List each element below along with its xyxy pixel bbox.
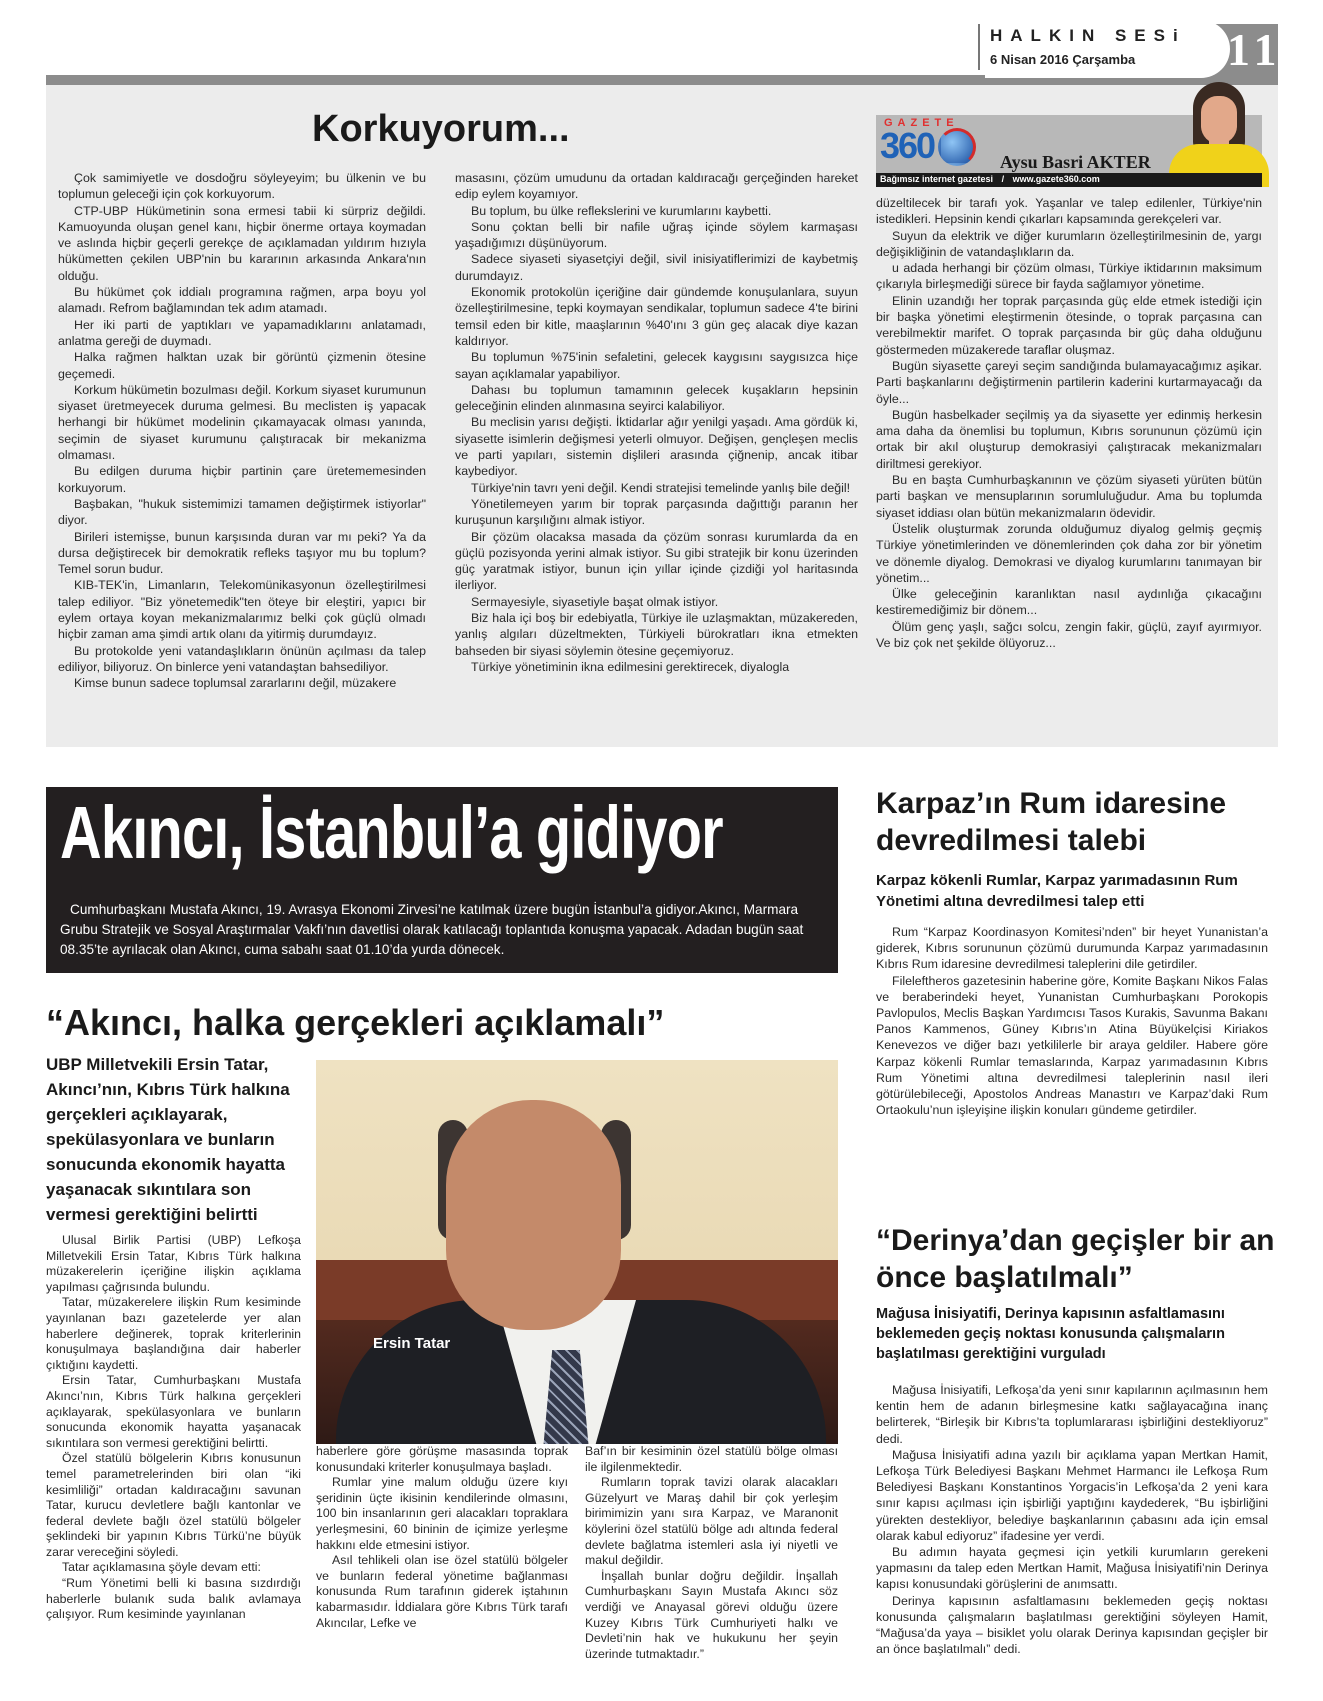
paragraph: Suyun da elektrik ve diğer kurumların özelleştirilmesinin de, yargı değişikliğinin de vatandaşlıkların da.	[876, 228, 1262, 259]
issue-date: 6 Nisan 2016 Çarşamba	[990, 52, 1136, 67]
paragraph: Çok samimiyetle ve dosdoğru söyleyeyim; bu ülkenin ve bu toplumun geleceği için çok korkuyorum.	[58, 171, 426, 202]
paragraph: Tatar, müzakerelere ilişkin Rum kesiminde yayınlanan bazı gazetelerde yer alan haberlere değinerek, toprak kriterlerinin konuşulmaya başlandığına dair haberler çıktığını kaydetti.	[46, 1295, 301, 1372]
paragraph: Bu adımın hayata geçmesi için yetkili kurumların gerekeni yapmasını da talep eden Mertkan Hamit, Mağusa İnisiyatifi’nin Derinya kapısı konusundaki görüşlerini de anımsattı.	[876, 1545, 1268, 1592]
paragraph: Ekonomik protokolün içeriğine dair gündemde konuşulanlara, suyun özelleştirilmesine, tepki koymayan sendikalar, toplumun sadece 4'te birini temsil eden bir kitle, maaşlarının %40'ını 3 gün geç alacak diye kazan kaldırıyor.	[455, 285, 858, 348]
akinci-text	[60, 900, 832, 960]
column-text-col2	[455, 170, 858, 675]
page-number: 11	[1227, 24, 1283, 75]
paragraph: Mağusa İnisiyatifi, Lefkoşa’da yeni sınır kapılarının açılmasının hem kentin hem de adanın birleşmesine katkı sağlayacağına inanç belirterek, “Birleşik bir Kıbrıs’ta toplumlararası işbirliğini destekliyoruz” dedi.	[876, 1383, 1268, 1446]
karpaz-headline: Karpaz’ın Rum idaresine devredilmesi talebi	[876, 787, 1227, 857]
paragraph: Bu toplumun %75'inin sefaletini, gelecek kaygısını saygısızca hiçe sayan açıklamalar yapabiliyor.	[455, 350, 858, 381]
paragraph: Tatar açıklamasına şöyle devam etti:	[62, 1560, 261, 1575]
tatar-text-col2	[316, 1444, 568, 1631]
paragraph: Asıl tehlikeli olan ise özel statülü bölgeler ve bunların federal yönetime bağlanması konusunda Rum tarafının giderek iştahının kabarmasıdır. İddialara göre Kıbrıs Türk tarafı Akıncılar, Lefke ve	[316, 1553, 568, 1630]
paragraph: Bugün siyasette çareyi seçim sandığında bulamayacağımız aşikar. Parti başkanlarını değiştirmenin partilerin kaderini kurtarmayacağı da öyle...	[876, 358, 1262, 406]
ersin-tatar-photo	[316, 1060, 838, 1444]
paragraph: Ersin Tatar, Cumhurbaşkanı Mustafa Akıncı’nın, Kıbrıs Türk halkına gerçekleri açıklayarak, spekülasyonlara ve bunların sonucunda ekonomik hayatta yaşanacak sıkıntılara son vermesi gerektiğini belirtti.	[46, 1373, 301, 1450]
paragraph: Türkiye'nin tavrı yeni değil. Kendi stratejisi temelinde yanlış bile değil!	[471, 480, 851, 495]
paragraph: Bu meclisin yarısı değişti. İktidarlar ağır yenilgi yaşadı. Ama gördük ki, siyasette isimlerin değişmesi yeterli olmuyor. Değişen, gençleşen meclis ve parti yapıları, sistemin dişlileri arasında çiğnenip, ancak itibar kaybediyor.	[455, 415, 858, 479]
paragraph: u adada herhangi bir çözüm olması, Türkiye iktidarının maksimum çıkarıyla birleşmediği sürece bir fayda sağlamıyor yönetime.	[876, 261, 1262, 292]
banner-tagline: Bağımsız internet gazetesi / www.gazete360.com	[880, 174, 1100, 184]
paragraph: Kimse bunun sadece toplumsal zararlarını değil, müzakere	[74, 676, 397, 691]
karpaz-subheadline: Karpaz kökenli Rumlar, Karpaz yarımadasının Rum Yönetimi altına devredilmesi talep etti	[876, 872, 1238, 910]
paragraph: Bu en başta Cumhurbaşkanının ve çözüm siyaseti yürüten bütün parti başkan ve mensuplarının sorumluluğudur. Ama bu toplumda siyaset iddiası olan bütün mekanizmaların ödevidir.	[876, 473, 1262, 520]
masthead-divider	[978, 24, 980, 70]
paragraph: Sadece siyaseti siyasetçiyi değil, sivil inisiyatiflerimizi de kaybetmiş durumdayız.	[455, 252, 858, 283]
paragraph: Baf’ın bir kesiminin özel statülü bölge olması ile ilgilenmektedir.	[585, 1444, 838, 1474]
paragraph: “Rum Yönetimi belli ki basına sızdırdığı haberlerle bulanık suda balık avlamaya çalışıyor. Rum kesiminde yayınlanan	[46, 1576, 301, 1622]
paragraph: Elinin uzandığı her toprak parçasında güç elde etmek istediği için bir başka yönetimi eleştirmenin ötesinde, o toprak parçasına can verebilmektir marifet. O toprak parçasında bir güç daha olduğunu göstermeden müzakerede taraflar oluşmaz.	[876, 293, 1262, 357]
paragraph: Rumların toprak tavizi olarak alacakları Güzelyurt ve Maraş dahil bir çok yerleşim birimimizin yanı sıra Karpaz, ve Maranonit köylerini özel statülü bölge adı altında federal devlete bağlatma istemleri asla iyi niyetli ve makul değildir.	[585, 1475, 838, 1568]
paragraph: Yönetilemeyen yarım bir toprak parçasında dağıttığı paranın her kuruşunun karşılığını almak istiyor.	[455, 496, 858, 528]
paragraph: Bugün hasbelkader seçilmiş ya da siyasette yer edinmiş herkesin ama daha da önemlisi bu toplumun, Kıbrıs sorununun çözümü için ortak bir akıl oluşturup demokrasiyi çalıştıracak mekanizmaları diriltmesi gerekiyor.	[876, 407, 1262, 471]
paragraph: Sonu çoktan belli bir nafile uğraş içinde söylem karmaşası yaşadığımızı düşünüyorum.	[455, 219, 858, 251]
paragraph: Derinya kapısının asfaltlamasını beklemeden geçiş noktası konusunda çalışmaların başlatılması gerektiğini söyleyen Hamit, “Mağusa’da yaya – bisiklet yolu olarak Derinya kapısından geçişler bir an önce başlatılmalı” dedi.	[876, 1593, 1268, 1657]
paragraph: Bir çözüm olacaksa masada da çözüm sonrası kurumlarda da en güçlü pozisyonda yerini almak istiyor. Su gibi stratejik bir konu üzerinden güç yaratmak istiyor, bunun için yıllar içinde çizdiği yol haritasında ilerliyor.	[455, 529, 858, 593]
logo-360-text: 360	[880, 125, 935, 166]
paragraph: Fileleftheros gazetesinin haberine göre, Komite Başkanı Nikos Falas ve beraberindeki heyet, Yunanistan Cumhurbaşkanı Porokopis Pavlopulos, Meclis Başkan Yardımcısı Tasos Kurakis, Savunma Bakanı Panos Kammenos, Güney Kıbrıs’ın Atina Büyükelçisi Kiriakos Kenevezos ve diğer bazı yetkililerle bir araya geldiler. Habere göre Karpaz kökenli Rumlar temaslarında, Karpaz yarımadasının Kıbrıs Rum Yönetimi altına devredilmesi taleplerinin nasıl ileri götürülebileceği, Apostolos Andreas Manastırı ve Karpaz’daki Rum Ortaokulu’nun işleyişine ilişkin konuları gündeme getirdiler.	[876, 973, 1268, 1118]
logo-gazete-text: GAZETE	[884, 117, 959, 129]
paragraph: Üstelik oluşturmak zorunda olduğumuz diyalog gelmiş geçmiş Türkiye yönetimlerinden ve dönemlerinden çok daha zor bir yönetim ve dönemle diyalog. Demokrasi ve diyalog kurumlarını tanımayan bir yönetim...	[876, 521, 1262, 585]
photo-caption: Ersin Tatar	[373, 1335, 451, 1352]
tatar-text-col3	[585, 1444, 838, 1662]
column-text-col1	[58, 170, 426, 692]
paragraph: Sermayesiyle, siyasetiyle başat olmak istiyor.	[471, 594, 719, 609]
akinci-headline: Akıncı, İstanbul’a gidiyor	[60, 791, 723, 874]
paragraph: Dahası bu toplumun tamamının gelecek kuşakların hepsinin geleceğinin elinden alınmasına seyirci kalabiliyor.	[455, 382, 858, 414]
paragraph: CTP-UBP Hükümetinin sona ermesi tabii ki sürpriz değildi. Kamuoyunda oluşan genel kanı, hiçbir önerme ortaya koymadan ve aslında hiçbir geçerli gerekçe de açıklamadan yıldırım hızıyla hükümetten çekilen UBP'nin bu kararının arkasında Ankara'nın olduğu.	[58, 203, 426, 283]
paragraph: Halka rağmen halktan uzak bir görüntü çizmenin ötesine geçemedi.	[58, 350, 426, 381]
derinya-subheadline: Mağusa İnisiyatifi, Derinya kapısının asfaltlamasını beklemeden geçiş noktası konusunda çalışmaların başlatılması gerektiğini vurguladı	[876, 1306, 1225, 1362]
paragraph: Özel statülü bölgelerin Kıbrıs konusunun temel parametrelerinden biri olan “iki kesimliliği” ortadan kaldıracağını savunan Tatar, kurucu devletlere bağlı kantonlar ve federal devlete bağlı özel statülü bölgeler şeklindeki bir yapının Kıbrıs Türkü’ne büyük zarar vereceğini söyledi.	[46, 1451, 301, 1559]
paragraph: Ulusal Birlik Partisi (UBP) Lefkoşa Milletvekili Ersin Tatar, Kıbrıs Türk halkına müzakerelerin içeriğine ilişkin açıklama yapılması çağrısında bulundu.	[46, 1233, 301, 1294]
paragraph: Ülke geleceğinin karanlıktan nasıl aydınlığa çıkacağını kestiremediğimiz bir dönem...	[876, 587, 1262, 618]
author-name: Aysu Basri AKTER	[1000, 152, 1151, 172]
paragraph: masasını, çözüm umudunu da ortadan kaldıracağı gerçeğinden hareket edip eylem koyamıyor.	[455, 171, 858, 202]
paragraph: Mağusa İnisiyatifi adına yazılı bir açıklama yapan Mertkan Hamit, Lefkoşa Türk Belediyesi Başkanı Mehmet Harmancı ile Lefkoşa Rum Belediyesi Başkanı Konstantinos Yorgacis’in Lefkoşa’da 2 yeni kara sınır kapısı açılması için işbirliği yaptığını kaydederek, “Bu işbirliğini yürekten destekliyor, belediye başkanlarının çabasını ada için emsal olarak kabul ediyoruz” ifadesine yer verdi.	[876, 1447, 1268, 1543]
column-title: Korkuyorum...	[312, 108, 570, 150]
paragraph: Türkiye yönetiminin ikna edilmesini gerektirecek, diyalogla	[471, 659, 790, 674]
paragraph: düzeltilecek bir tarafı yok. Yaşanlar ve talep edilenler, Türkiye'nin istedikleri. Hepsinin kendi çıkarları kapsamında gerekçeleri var.	[876, 196, 1262, 227]
tatar-subheadline: UBP Milletvekili Ersin Tatar, Akıncı’nın, Kıbrıs Türk halkına gerçekleri açıklayarak, spekülasyonlara ve bunların sonucunda ekonomik hayatta yaşanacak sıkıntılara son vermesi gerektiğini belirtti	[46, 1055, 290, 1224]
paragraph: Korkum hükümetin bozulması değil. Korkum siyaset kurumunun siyaset üretmeyecek duruma gelmesi. Bu meclisten iş yapacak herhangi bir hükümet modelinin çıkamayacak olması yanında, seçimin de siyaset kurumunu çalıştıracak bir mekanizma olmaması.	[58, 382, 426, 463]
paragraph: İnşallah bunlar doğru değildir. İnşallah Cumhurbaşkanı Sayın Mustafa Akıncı söz verdiği ve Anayasal görevi olduğu üzere Kuzey Kıbrıs Türk Cumhuriyeti halkı ve Devleti’nin hak ve hukukunu her şeyin üzerinde tutmaktadır.”	[585, 1568, 838, 1661]
paragraph: Her iki parti de yaptıkları ve yapamadıklarını anlatamadı, anlatma gereği de duymadı.	[58, 317, 426, 348]
paragraph: Bu hükümet çok iddialı programına rağmen, arpa boyu yol alamadı. Refrom bağlamından tek adım atamadı.	[58, 285, 426, 316]
newspaper-name: HALKIN SESi	[990, 26, 1186, 45]
paragraph: haberlere göre görüşme masasında toprak konusundaki kriterler konuşulmaya başladı.	[316, 1444, 568, 1474]
paragraph: Bu toplum, bu ülke reflekslerini ve kurumlarını kaybetti.	[471, 203, 772, 218]
derinya-headline: “Derinya’dan geçişler bir an önce başlatılmalı”	[876, 1224, 1275, 1294]
author-photo	[1165, 82, 1273, 187]
paragraph: Rum “Karpaz Koordinasyon Komitesi’nden” bir heyet Yunanistan’a giderek, Kıbrıs sorununun çözümü durumunda Karpaz yarımadasının Kıbrıs Rum idaresine devredilmesi taleplerini dile getirdiler.	[876, 925, 1268, 972]
paragraph: Başbakan, "hukuk sistemimizi tamamen değiştirmek istiyorlar" diyor.	[58, 496, 426, 528]
paragraph: Rumlar yine malum olduğu üzere kıyı şeridinin üçte ikisinin kendilerinde olmasını, 100 bin insanlarının geri alacakları topraklara yerleşmesini, 60 bininin de içimize yerleşme hakkını elde etmesini istiyor.	[316, 1475, 568, 1552]
tagline-text: Bağımsız internet gazetesi	[880, 174, 994, 184]
derinya-text	[876, 1382, 1268, 1657]
paragraph: Bu edilgen duruma hiçbir partinin çare üretememesinden korkuyorum.	[58, 464, 426, 495]
paragraph: Biz hala içi boş bir edebiyatla, Türkiye ile uzlaşmaktan, müzakereden, yanlış algıları düzeltmekten, Türkiyeli bürokratları ikna etmekten bahseden bir siyasi söylemin ötesine geçemiyoruz.	[455, 611, 858, 658]
karpaz-text	[876, 924, 1268, 1118]
tatar-headline: “Akıncı, halka gerçekleri açıklamalı”	[46, 1002, 665, 1043]
tatar-text-col1	[46, 1233, 301, 1623]
globe-icon	[938, 128, 976, 166]
paragraph: Cumhurbaşkanı Mustafa Akıncı, 19. Avrasya Ekonomi Zirvesi’ne katılmak üzere bugün İstanbul’a gidiyor.Akıncı, Marmara Grubu Stratejik ve Sosyal Araştırmalar Vakfı’nın davetlisi olarak katılacağı toplantıda konuşma yapacak. Adadan bugün saat 08.35’te ayrılacak olan Akıncı, cuma sabahı saat 01.10’da yurda dönecek.	[60, 902, 804, 957]
paragraph: Ölüm genç yaşlı, sağcı solcu, zengin fakir, güçlü, zayıf ayırmıyor. Ve biz çok net şekilde ölüyoruz...	[876, 619, 1262, 651]
paragraph: Bu protokolde yeni vatandaşlıkların önünün açılması da talep ediliyor, biliyoruz. On binlerce yeni vatandaştan bahsediliyor.	[58, 643, 426, 674]
paragraph: KIB-TEK'in, Limanların, Telekomünikasyonun özelleştirilmesi talep ediliyor. "Biz yönetemedik"ten öteye bir eleştiri, yapıcı bir eylem ortaya koyan mekanizmalarımız belki çok güçlü olmadı hiçbir zaman ama şimdi artık olanı da yitirmiş durumdayız.	[58, 578, 426, 642]
website-link[interactable]: www.gazete360.com	[1012, 174, 1100, 184]
paragraph: Birileri istemişse, bunun karşısında duran var mı peki? Ya da dursa değiştirecek bir demokratik refleks taşıyor mu bu toplum? Temel sorun budur.	[58, 529, 426, 577]
column-text-col3	[876, 195, 1262, 651]
